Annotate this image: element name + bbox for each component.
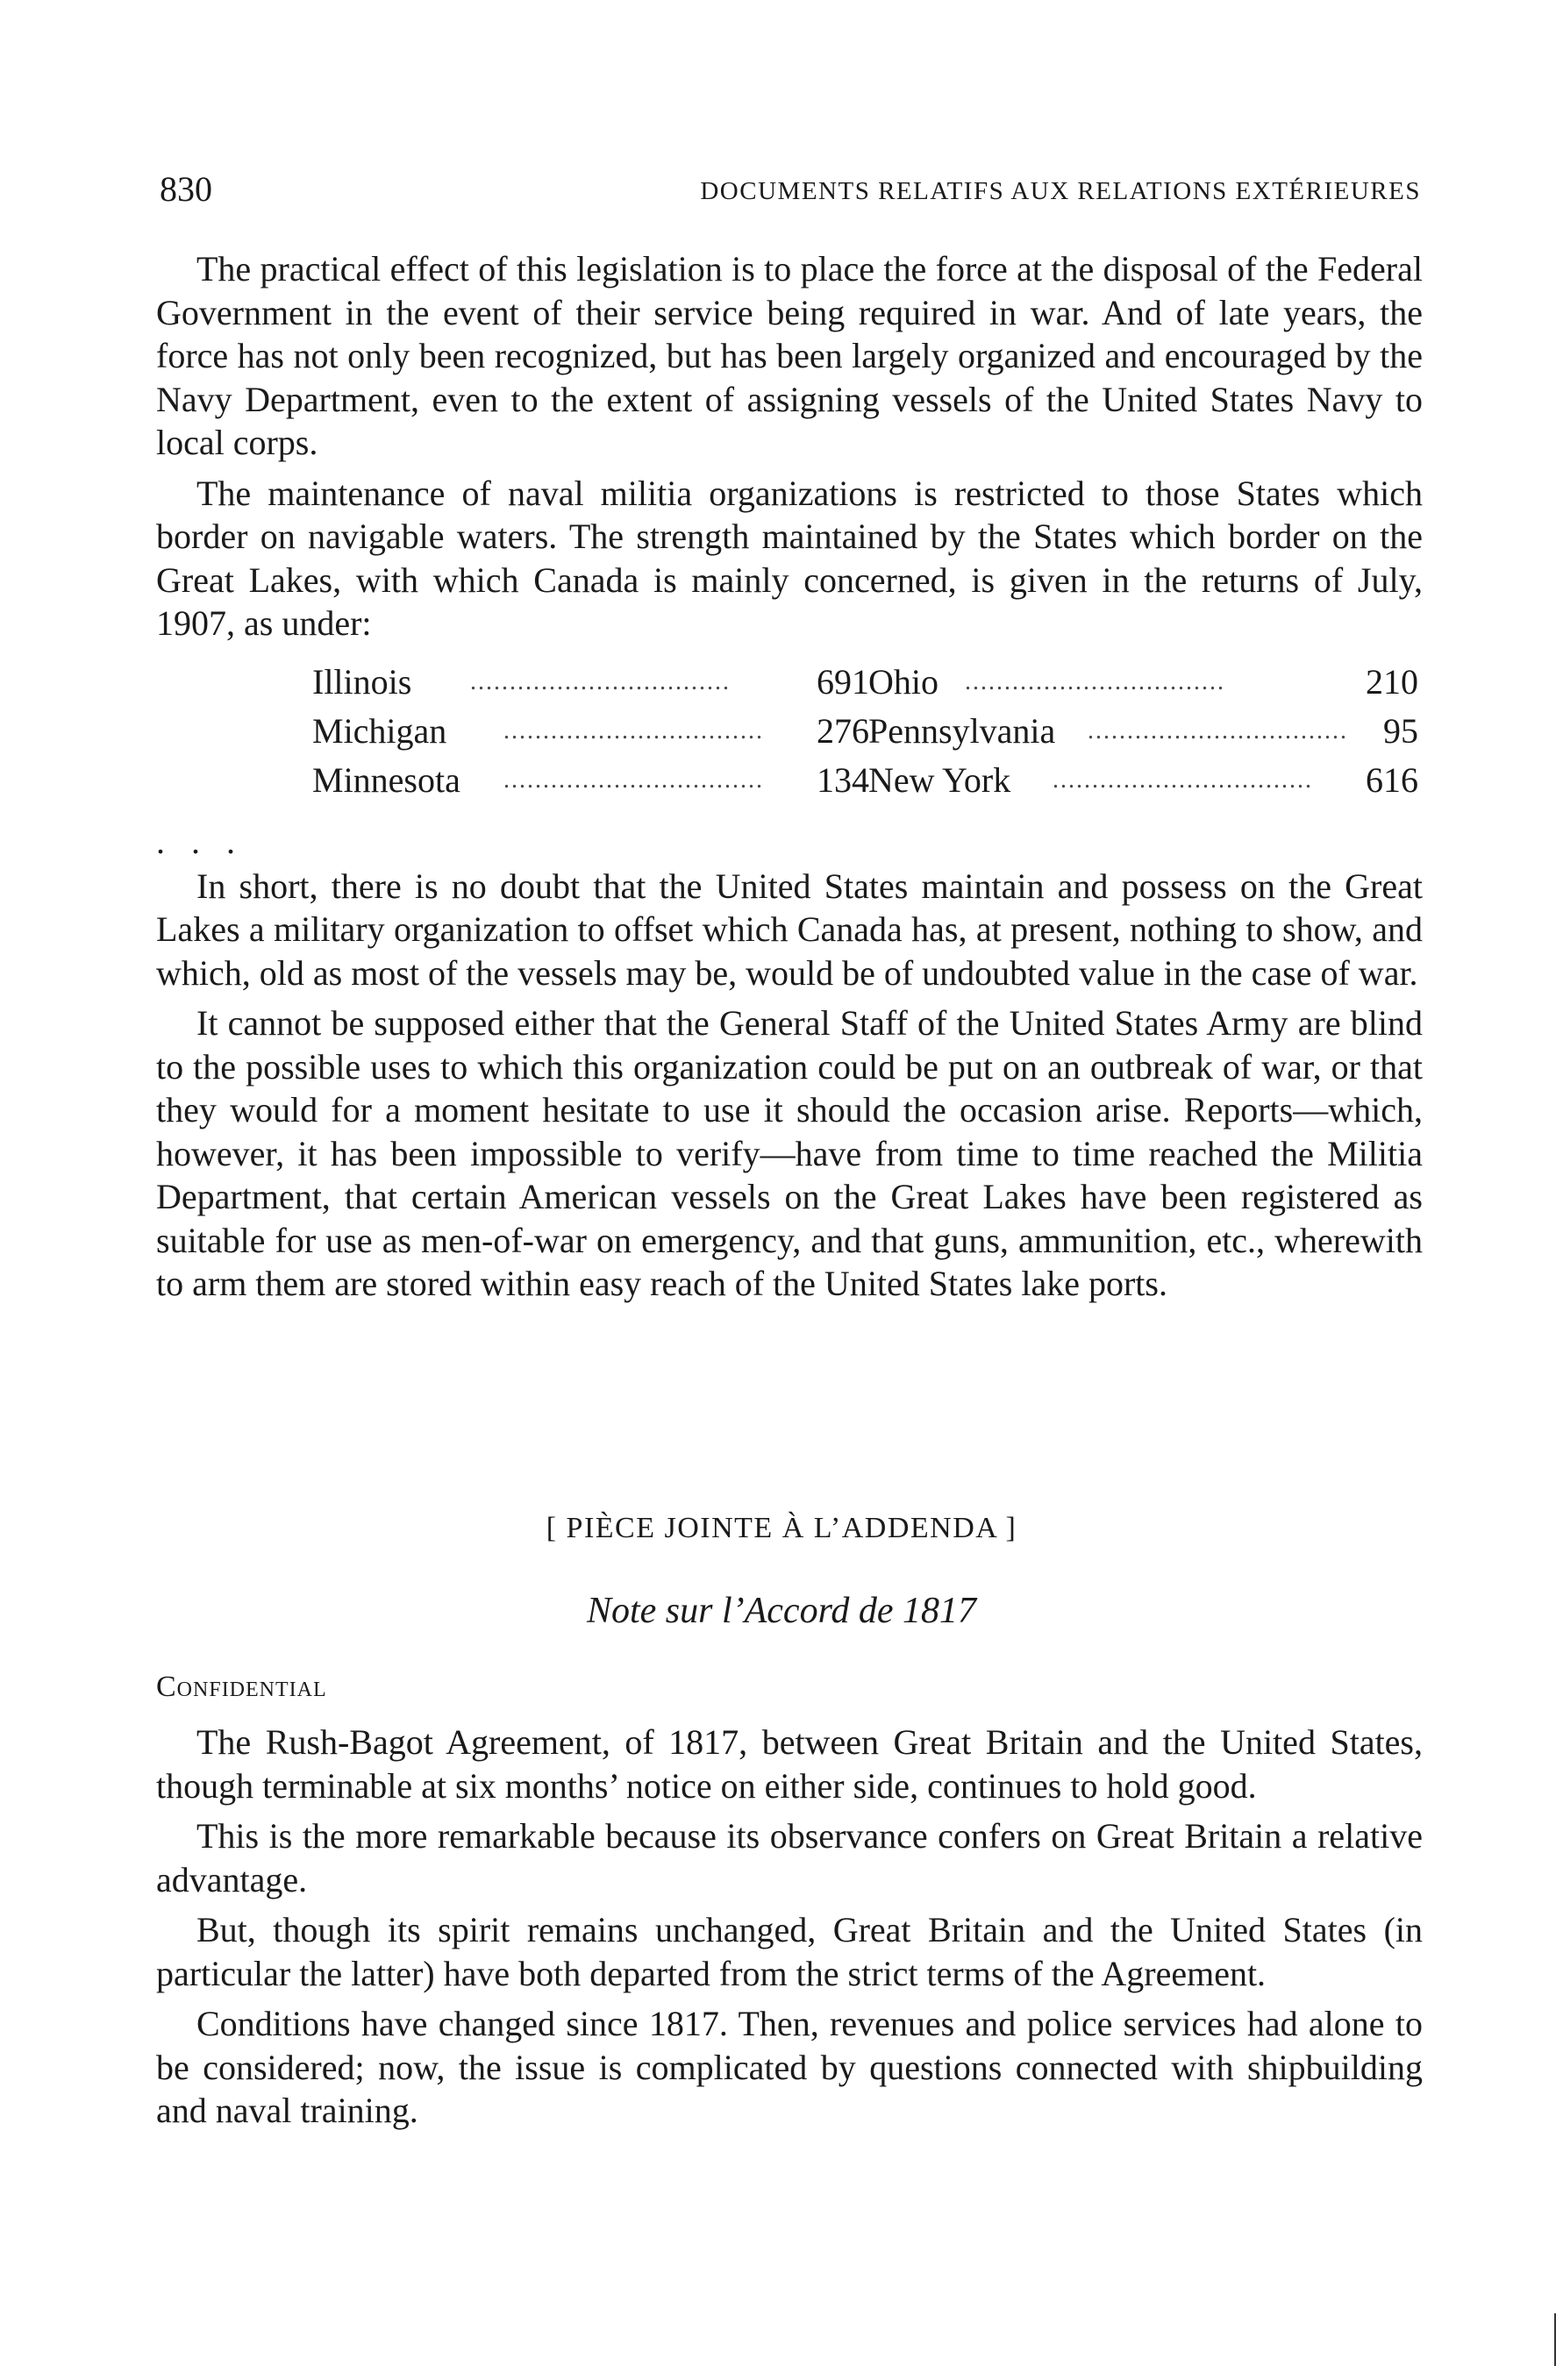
militia-returns-table xyxy=(156,658,1423,816)
state-name: Pennsylvania xyxy=(868,710,1056,751)
militia-count: 134 xyxy=(817,759,869,800)
paragraph-military-organization: In short, there is no doubt that the United States maintain and possess on the Great Lakes a military organization to offset which Canada has, at present, nothing to show, and which, old as most of the vessels may be, would be of undoubted value in the case of war. xyxy=(156,866,1423,993)
militia-count: 616 xyxy=(1366,759,1418,800)
militia-count: 691 xyxy=(817,661,869,702)
classification-label: Confidential xyxy=(156,1671,327,1703)
stat-row-michigan xyxy=(312,707,869,756)
state-name: Michigan xyxy=(312,710,447,751)
militia-count: 210 xyxy=(1366,661,1418,702)
paragraph-rush-bagot: The Rush-Bagot Agreement, of 1817, between Great Britain and the United States, though terminable at six months’ notice on either side, continues to hold good. xyxy=(156,1722,1423,1806)
note-text xyxy=(156,1721,1423,2140)
leader-dots: ................................. xyxy=(503,766,764,794)
page-number: 830 xyxy=(160,169,212,209)
stat-row-illinois xyxy=(312,658,869,707)
paragraph-legislation-effect: The practical effect of this legislation is to place the force at the disposal of the Federal Government in the event of their service being required in war. And of late years, the force has not only been recognized, but has been largely organized and encouraged by the Navy Department, even to the extent of assigning vessels of the United States Navy to local corps. xyxy=(156,249,1423,462)
margin-mark xyxy=(1554,2313,1556,2366)
note-title: Note sur l’Accord de 1817 xyxy=(586,1591,977,1631)
stat-row-new-york xyxy=(868,756,1418,805)
paragraph-spirit-unchanged: But, though its spirit remains unchanged, Great Britain and the United States (in particular the latter) have both departed from the strict terms of the Agreement. xyxy=(156,1910,1423,1993)
paragraph-naval-militia: The maintenance of naval militia organizations is restricted to those States which border on navigable waters. The strength maintained by the States which border on the Great Lakes, with which Canada is mainly concerned, is given in the returns of July, 1907, as under: xyxy=(156,473,1423,643)
state-name: Illinois xyxy=(312,661,412,702)
state-name: Ohio xyxy=(868,661,939,702)
omission-ellipsis: . . . xyxy=(156,821,244,861)
stat-row-pennsylvania xyxy=(868,707,1418,756)
page-header xyxy=(160,168,1421,210)
militia-count: 276 xyxy=(817,710,869,751)
state-name: New York xyxy=(868,759,1011,800)
stat-row-minnesota xyxy=(312,756,869,805)
enclosure-heading: [ PIÈCE JOINTE À L’ADDENDA ] xyxy=(546,1512,1017,1544)
militia-count: 95 xyxy=(1383,710,1418,751)
leader-dots: ................................. xyxy=(1053,766,1313,794)
leader-dots: ................................. xyxy=(503,716,764,745)
running-head: DOCUMENTS RELATIFS AUX RELATIONS EXTÉRIEURES xyxy=(700,177,1421,205)
leader-dots: ................................. xyxy=(470,667,731,695)
state-name: Minnesota xyxy=(312,759,460,800)
leader-dots: ................................. xyxy=(1088,716,1348,745)
paragraph-remarkable: This is the more remarkable because its observance confers on Great Britain a relative advantage. xyxy=(156,1816,1423,1899)
main-text xyxy=(156,247,1423,1313)
paragraph-general-staff: It cannot be supposed either that the General Staff of the United States Army are blind to the possible uses to which this organization could be put on an outbreak of war, or that they would for a moment hesitate to use it should the occasion arise. Reports—which, however, it has been impossible to verify—have from time to time reached the Militia Department, that certain American vessels on the Great Lakes have been registered as suitable for use as men-of-war on emergency, and that guns, ammunition, etc., wherewith to arm them are stored within easy reach of the United States lake ports. xyxy=(156,1003,1423,1303)
paragraph-conditions-changed: Conditions have changed since 1817. Then, revenues and police services had alone to be considered; now, the issue is complicated by questions connected with shipbuilding and naval training. xyxy=(156,2004,1423,2130)
leader-dots: ................................. xyxy=(965,667,1225,695)
stat-row-ohio xyxy=(868,658,1418,707)
